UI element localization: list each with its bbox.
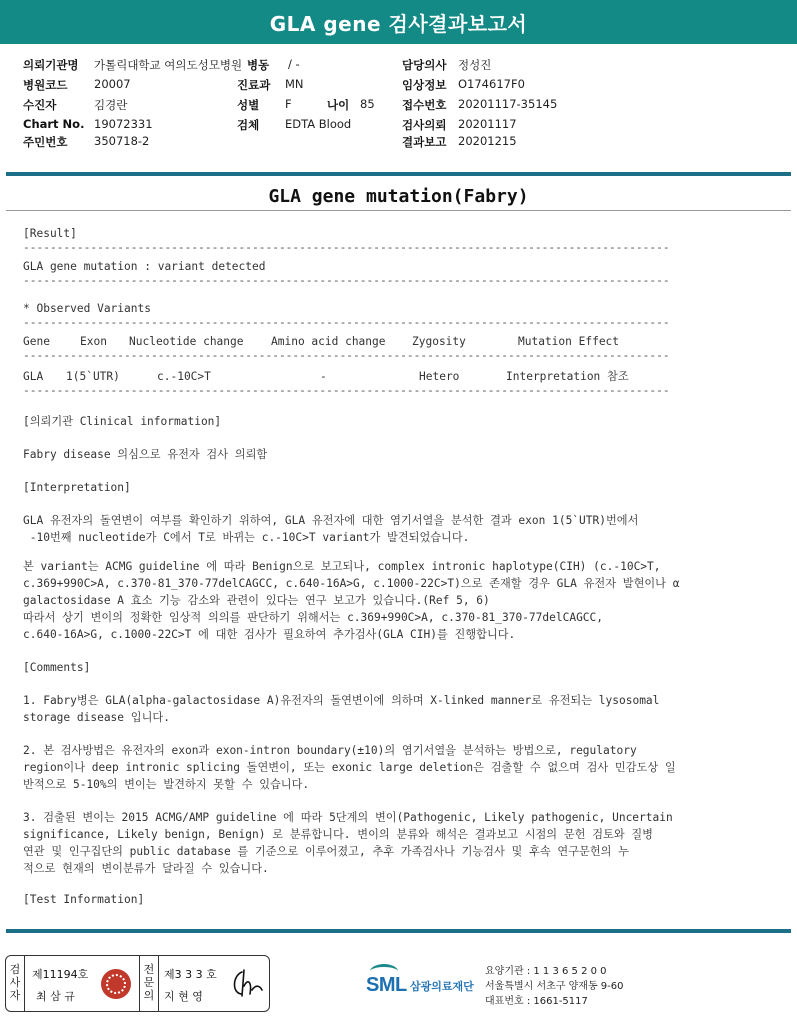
- dashed-separator: ------------------------------------------------------------------------------------------------: [23, 242, 670, 254]
- comment-text: significance, Likely benign, Benign) 로 분류합니다. 변이의 분류와 해석은 결과보고 시점의 문헌 검토와 질병: [23, 828, 653, 841]
- comment-text: 1. Fabry병은 GLA(alpha-galactosidase A)유전자의 돌연변이에 의하며 X-linked manner로 유전되는 lysosomal: [23, 694, 660, 707]
- id-no-value: 350718-2: [94, 134, 150, 148]
- section-divider: [6, 172, 791, 176]
- logo-name: 삼광의료재단: [410, 980, 474, 993]
- col-amino-acid: Amino acid change: [271, 335, 386, 348]
- variant-table-row: [23, 368, 778, 385]
- col-nucleotide: Nucleotide change: [129, 335, 244, 348]
- comments-heading: [Comments]: [23, 661, 91, 674]
- reviewer-license: 제3 3 3 호: [164, 968, 217, 981]
- seal-stamp-icon: [101, 969, 131, 999]
- interpretation-heading: [Interpretation]: [23, 481, 131, 494]
- inst-address: 서울특별시 서초구 양재동 9-60: [485, 981, 624, 992]
- comment-text: 3. 검출된 변이는 2015 ACMG/AMP guideline 에 따라 5단계의 변이(Pathogenic, Likely pathogenic, Uncertain: [23, 811, 673, 824]
- interpretation-text: 따라서 상기 변이의 정확한 임상적 의의를 판단하기 위해서는 c.369+990C>A, c.370-81_370-77delCAGCC,: [23, 611, 604, 624]
- col-exon: Exon: [80, 335, 107, 348]
- cell-nucleotide: c.-10C>T: [157, 370, 211, 383]
- clinical-info-label: 임상정보: [402, 78, 447, 92]
- patient-info-section: [0, 50, 797, 160]
- dashed-separator: ------------------------------------------------------------------------------------------------: [23, 317, 670, 329]
- variant-table-header: [23, 333, 778, 350]
- interpretation-text: c.369+990C>A, c.370-81_370-77delCAGCC, c.640-16A>G, c.1000-22C>T)으로 존재할 경우 GLA 유전자 발현이나 α: [23, 577, 680, 590]
- receipt-no-label: 접수번호: [402, 98, 447, 112]
- cell-mutation-effect: Interpretation 참조: [506, 370, 629, 383]
- cell-exon: 1(5`UTR): [66, 370, 120, 383]
- footer-divider: [6, 929, 791, 933]
- result-report-value: 20201215: [458, 134, 517, 148]
- clinical-heading: [의뢰기관 Clinical information]: [23, 415, 222, 428]
- hospital-code-value: 20007: [94, 77, 131, 91]
- comment-text: 2. 본 검사방법은 유전자의 exon과 exon-intron boundary(±10)의 염기서열을 분석하는 방법으로, regulatory: [23, 744, 637, 757]
- institution-info: [485, 964, 624, 1009]
- department-label: 진료과: [237, 78, 271, 92]
- test-info-heading: [Test Information]: [23, 893, 145, 906]
- age-label: 나이: [327, 98, 350, 112]
- comment-text: region이나 deep intronic splicing 돌연변이, 또는 exonic large deletion은 검출할 수 없으며 검사 민감도상 일: [23, 761, 676, 774]
- inspector-name: 최 삼 규: [36, 990, 75, 1003]
- signature-icon: [228, 966, 264, 1002]
- physician-label: 담당의사: [402, 58, 447, 72]
- cell-zygosity: Hetero: [419, 370, 460, 383]
- dashed-separator: ------------------------------------------------------------------------------------------------: [23, 350, 670, 362]
- receipt-no-value: 20201117-35145: [458, 97, 558, 111]
- ward-label: 병동: [247, 58, 270, 72]
- interpretation-text: 본 variant는 ACMG guideline 에 따라 Benign으로 보고되나, complex intronic haplotype(CIH) (c.-10C>T,: [23, 560, 661, 573]
- result-report-label: 결과보고: [402, 135, 447, 149]
- title-underline: [6, 210, 791, 211]
- dashed-separator: ------------------------------------------------------------------------------------------------: [23, 275, 670, 287]
- clinical-info-value: O174617F0: [458, 77, 525, 91]
- patient-label: 수진자: [23, 98, 57, 112]
- cell-gene: GLA: [23, 370, 44, 383]
- report-body: [23, 225, 778, 908]
- sex-value: F: [285, 97, 292, 111]
- reviewer-name: 지 현 영: [164, 990, 203, 1003]
- report-footer: [0, 950, 797, 1020]
- interpretation-text: -10번째 nucleotide가 C에서 T로 바뀌는 c.-10C>T variant가 발견되었습니다.: [23, 531, 470, 544]
- institution-label: 의뢰기관명: [23, 58, 79, 72]
- report-title: GLA gene 검사결과보고서: [269, 11, 528, 36]
- department-value: MN: [285, 77, 304, 91]
- comment-text: 연관 및 인구집단의 public database 를 기준으로 이루어졌고, 추후 가족검사나 기능검사 및 후속 연구문헌의 누: [23, 845, 630, 858]
- inst-code: 요양기관 : 1 1 3 6 5 2 0 0: [485, 966, 607, 977]
- observed-heading: * Observed Variants: [23, 302, 151, 315]
- sex-label: 성별: [237, 98, 260, 112]
- cell-amino-acid: -: [320, 370, 327, 383]
- interpretation-text: galactosidase A 효소 기능 감소와 관련이 있다는 연구 보고가 있습니다.(Ref 5, 6): [23, 594, 490, 607]
- test-request-label: 검사의뢰: [402, 118, 447, 132]
- inspector-label: 검 사 자: [9, 963, 21, 1002]
- logo-text: SML: [366, 974, 407, 996]
- patient-value: 김경란: [94, 98, 128, 112]
- hospital-code-label: 병원코드: [23, 78, 68, 92]
- signature-box: [5, 955, 270, 1012]
- clinical-text: Fabry disease 의심으로 유전자 검사 의뢰함: [23, 448, 268, 461]
- comment-text: storage disease 입니다.: [23, 711, 170, 724]
- report-header-bar: [0, 0, 797, 44]
- col-gene: Gene: [23, 335, 50, 348]
- report-section-title: GLA gene mutation(Fabry): [268, 186, 529, 207]
- interpretation-text: GLA 유전자의 돌연변이 여부를 확인하기 위하여, GLA 유전자에 대한 염기서열을 분석한 결과 exon 1(5`UTR)번에서: [23, 514, 639, 527]
- comment-text: 반적으로 5-10%의 변이는 발견하지 못할 수 있습니다.: [23, 778, 310, 791]
- result-heading: [Result]: [23, 227, 77, 240]
- col-zygosity: Zygosity: [412, 335, 466, 348]
- specimen-label: 검체: [237, 118, 260, 132]
- chart-no-value: 19072331: [94, 117, 153, 131]
- age-value: 85: [360, 97, 375, 111]
- dashed-separator: ------------------------------------------------------------------------------------------------: [23, 385, 670, 397]
- col-mutation-effect: Mutation Effect: [518, 335, 620, 348]
- comment-text: 적으로 현재의 변이분류가 달라질 수 있습니다.: [23, 862, 269, 875]
- reviewer-label: 전 문 의: [143, 963, 155, 1002]
- chart-no-label: Chart No.: [23, 117, 85, 131]
- specimen-value: EDTA Blood: [285, 117, 352, 131]
- institution-value: 가톨릭대학교 여의도성모병원: [94, 58, 243, 72]
- id-no-label: 주민번호: [23, 135, 68, 149]
- interpretation-text: c.640-16A>G, c.1000-22C>T 에 대한 검사가 필요하여 추가검사(GLA CIH)를 진행합니다.: [23, 628, 516, 641]
- inst-phone: 대표번호 : 1661-5117: [485, 996, 588, 1007]
- inspector-license: 제11194호: [32, 968, 89, 981]
- physician-value: 정성진: [458, 58, 492, 72]
- test-request-value: 20201117: [458, 117, 517, 131]
- result-line: GLA gene mutation : variant detected: [23, 260, 266, 273]
- ward-value: / -: [288, 57, 300, 71]
